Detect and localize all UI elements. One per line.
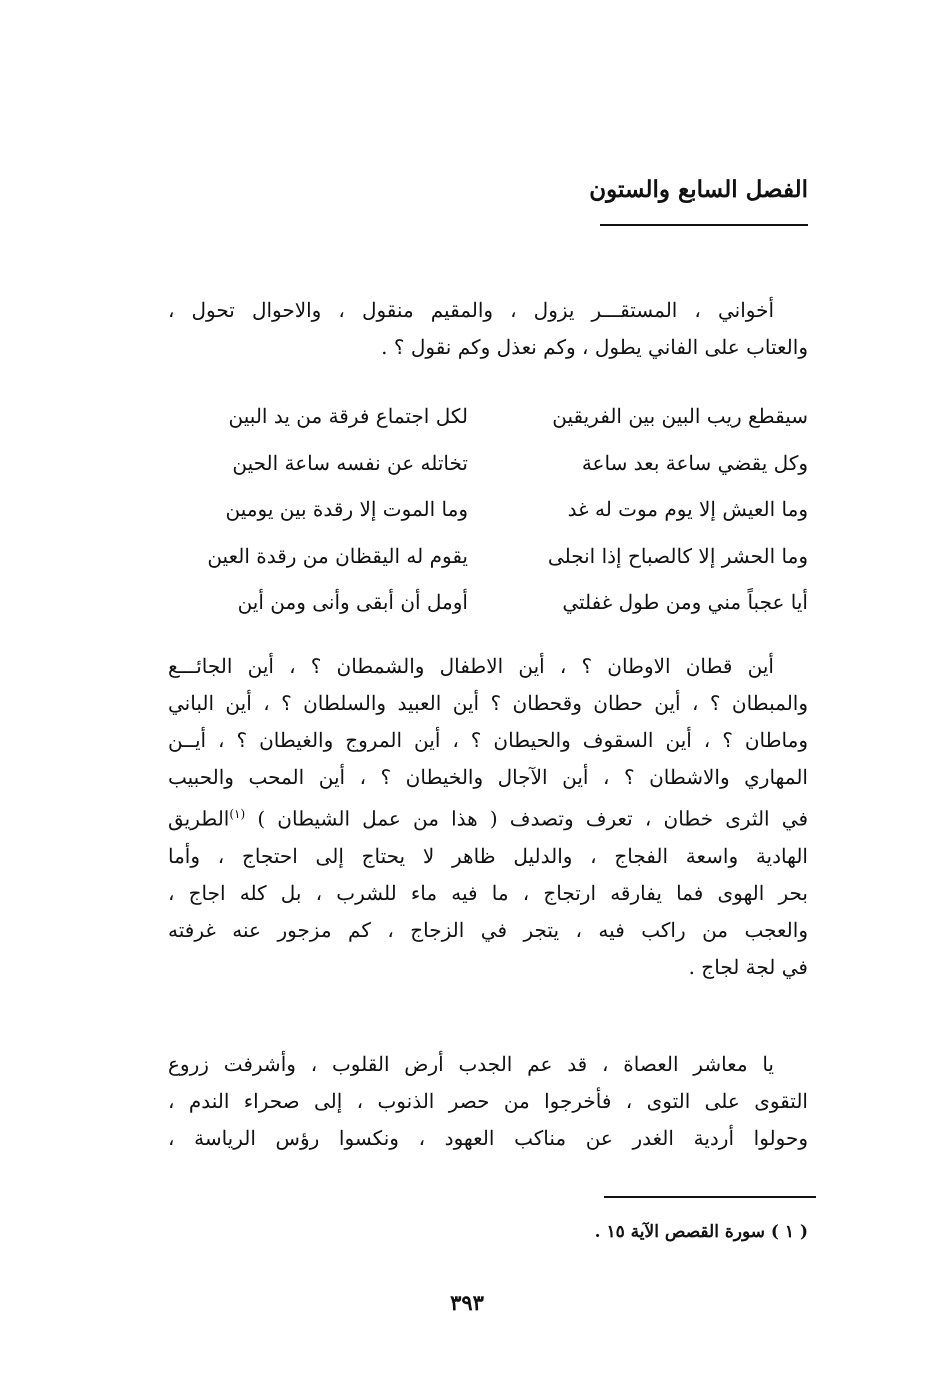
poem: [168, 402, 808, 635]
paragraph-intro: [168, 292, 808, 366]
poem-verse: [168, 495, 808, 542]
paragraph-where-are: [168, 648, 808, 986]
paragraph-sinners: [168, 1046, 808, 1157]
verse-first-hemistich: سيقطع ريب البين بين الفريقين: [552, 404, 808, 428]
poem-verse: [168, 542, 808, 589]
footnote-separator: [604, 1196, 816, 1198]
chapter-title: الفصل السابع والستون: [589, 176, 808, 203]
paragraph-line: أخواني ، المستقـــر يزول ، والمقيم منقول ، والاحوال تحول ،: [168, 298, 774, 322]
title-underline: [600, 224, 808, 226]
verse-second-hemistich: أومل أن أبقى وأنى ومن أين: [237, 590, 468, 614]
footnote: ( ١ ) سورة القصص الآية ١٥ .: [594, 1222, 808, 1242]
paragraph-line: والمبطان ؟ ، أين حطان وقحطان ؟ أين العبيد والسلطان ؟ ، أين الباني: [168, 691, 808, 715]
paragraph-line: وحولوا أردية الغدر عن مناكب العهود ، ونكسوا رؤس الرياسة ،: [168, 1126, 808, 1150]
verse-first-hemistich: أيا عجباً مني ومن طول غفلتي: [562, 590, 808, 614]
verse-first-hemistich: وما العيش إلا يوم موت له غد: [567, 497, 808, 521]
paragraph-line: أين قطان الاوطان ؟ ، أين الاطفال والشمطان ؟ ، أين الجائـــع: [168, 654, 774, 678]
verse-first-hemistich: وكل يقضي ساعة بعد ساعة: [581, 450, 808, 475]
paragraph-line: وماطان ؟ ، أين السقوف والحيطان ؟ ، أين المروج والغيطان ؟ ، أيــن: [168, 728, 808, 752]
line-text-tail: الطريق: [168, 806, 230, 831]
verse-second-hemistich: لكل اجتماع فرقة من يد البين: [228, 404, 468, 428]
verse-first-hemistich: وما الحشر إلا كالصباح إذا انجلى: [547, 543, 808, 568]
page-number: ٣٩٣: [450, 1290, 484, 1315]
verse-second-hemistich: وما الموت إلا رقدة بين يومين: [225, 497, 468, 521]
paragraph-line: [168, 796, 808, 838]
poem-verse: [168, 402, 808, 449]
verse-second-hemistich: تخاتله عن نفسه ساعة الحين: [232, 450, 468, 475]
poem-verse: [168, 588, 808, 635]
footnote-reference: (١): [229, 807, 246, 821]
paragraph-line: التقوى على التوى ، فأخرجوا من حصر الذنوب ، إلى صحراء الندم ،: [168, 1089, 808, 1113]
verse-second-hemistich: يقوم له اليقظان من رقدة العين: [207, 543, 468, 568]
poem-verse: [168, 449, 808, 496]
line-text: في الثرى خطان ، تعرف وتصدف ( هذا من عمل الشيطان ): [257, 806, 809, 831]
paragraph-line: والعتاب على الفاني يطول ، وكم نعذل وكم نقول ؟ .: [381, 335, 808, 359]
paragraph-line: بحر الهوى فما يفارقه ارتجاج ، ما فيه ماء للشرب ، بل كله اجاج ،: [168, 880, 808, 905]
paragraph-line: الهادية واسعة الفجاج ، والدليل ظاهر لا يحتاج إلى احتجاج ، وأما: [168, 843, 808, 868]
paragraph-line: في لجة لجاج .: [688, 954, 808, 979]
paragraph-line: يا معاشر العصاة ، قد عم الجدب أرض القلوب ، وأشرفت زروع: [168, 1052, 774, 1076]
paragraph-line: المهاري والاشطان ؟ ، أين الآجال والخيطان ؟ ، أين المحب والحبيب: [168, 765, 808, 789]
paragraph-line: والعجب من راكب فيه ، يتجر في الزجاج ، كم مزجور عنه غرفته: [168, 917, 808, 942]
